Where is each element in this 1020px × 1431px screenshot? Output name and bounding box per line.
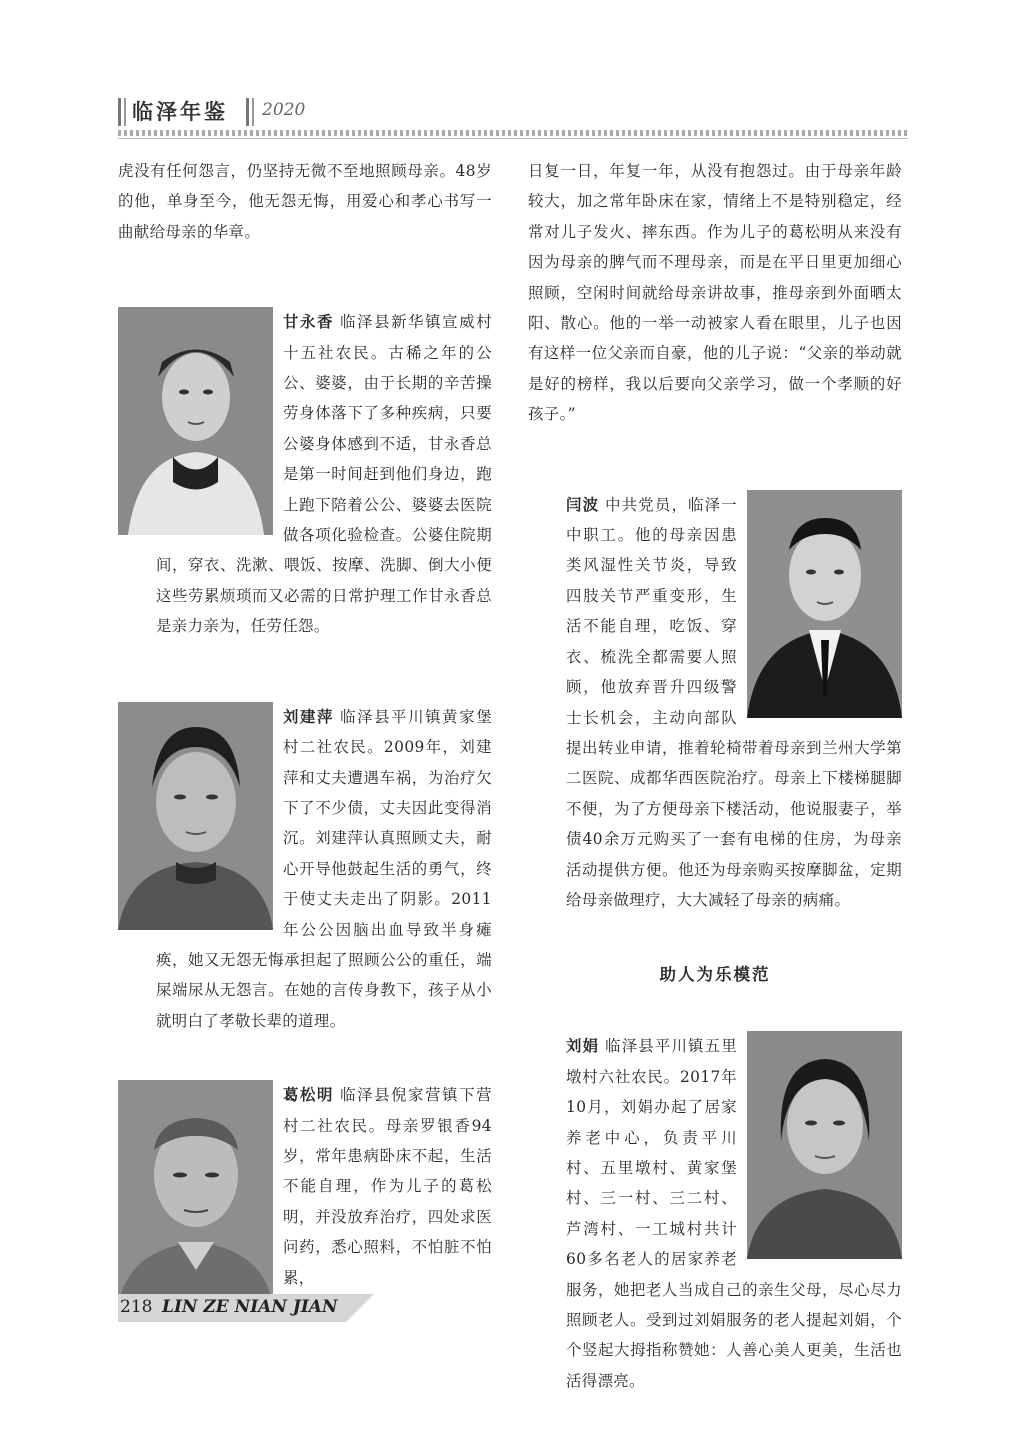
portrait-photo-ge-songming [118,1080,273,1308]
profile-text: 临泽县新华镇宣威村十五社农民。古稀之年的公公、婆婆，由于长期的辛苦操劳身体落下了多种疾病，只要公婆身体感到不适，甘永香总是第一时间赶到他们身边，跑上跑下陪着公公、婆婆去医院做各项化验检查。公婆住院期间，穿衣、洗漱、喂饭、按摩、洗脚、倒大小便这些劳累烦琐而又必需的日常护理工作甘永香总是亲力亲为，任劳任怨。 [156,313,492,636]
profile-name: 刘建萍 [283,707,335,726]
yearbook-year: 2020 [262,100,306,120]
running-header [118,94,908,138]
header-rule-bar [118,98,121,126]
header-divider [118,138,908,139]
continuation-paragraph: 日复一日，年复一年，从没有抱怨过。由于母亲年龄较大，加之常年卧床在家，情绪上不是特别稳定，经常对儿子发火、摔东西。作为儿子的葛松明从来没有因为母亲的脾气而不理母亲，而是在平日里更加细心照顾，空闲时间就给母亲讲故事，推母亲到外面晒太阳、散心。他的一举一动被家人看在眼里，儿子也因有这样一位父亲而自豪，他的儿子说：“父亲的举动就是好的榜样，我以后要向父亲学习，做一个孝顺的好孩子。” [528,162,902,424]
profile-gan-yongxiang [118,307,492,641]
intro-paragraph: 虎没有任何怨言，仍坚持无微不至地照顾母亲。48岁的他，单身至今，他无怨无悔，用爱心和孝心书写一曲献给母亲的华章。 [118,162,492,241]
profile-ge-songming [118,1080,492,1293]
profile-text: 中共党员，临泽一中职工。他的母亲因患类风湿性关节炎，导致四肢关节严重变形，生活不能自理，吃饭、穿衣、梳洗全都需要人照顾，他放弃晋升四级警士长机会，主动向部队提出转业申请，推着轮椅带着母亲到兰州大学第二医院、成都华西医院治疗。母亲上下楼梯腿脚不便，为了方便母亲下楼活动，他说服妻子，举债40余万元购买了一套有电梯的住房，为母亲活动提供方便。他还为母亲购买按摩脚盆，定期给母亲做理疗，大大减轻了母亲的病痛。 [566,495,902,909]
profile-name: 闫波 [566,495,600,514]
page-footer [118,1294,373,1322]
profile-text: 临泽县平川镇黄家堡村二社农民。2009年，刘建萍和丈夫遭遇车祸，为治疗欠下了不少债，丈夫因此变得消沉。刘建萍认真照顾丈夫，耐心开导他鼓起生活的勇气，终于使丈夫走出了阴影。2011年公公因脑出血导致半身瘫痪，她又无怨无悔承担起了照顾公公的重任，端屎端尿从无怨言。在她的言传身教下，孩子从小就明白了孝敬长辈的道理。 [156,707,492,1030]
page-number: 218 [120,1297,153,1317]
header-decorative-border [118,130,908,136]
section-heading: 助人为乐模范 [659,965,771,985]
profile-name: 甘永香 [283,313,335,332]
running-footer-title: LIN ZE NIAN JIAN [162,1297,338,1317]
portrait-photo-yan-bo [747,490,902,718]
profile-name: 葛松明 [283,1086,335,1105]
portrait-photo-liu-juan [747,1031,902,1259]
profile-name: 刘娟 [566,1037,600,1056]
profile-liu-juan [528,1031,902,1396]
person-portrait-icon [118,702,273,930]
portrait-photo-gan-yongxiang [118,307,273,535]
left-column [118,156,492,1310]
portrait-photo-liu-jianping [118,702,273,930]
profile-yan-bo [528,490,902,916]
person-portrait-icon [118,307,273,535]
profile-liu-jianping [118,702,492,1036]
header-rule-bar [124,98,126,126]
right-column [528,156,902,1396]
yearbook-title: 临泽年鉴 [132,100,228,124]
person-portrait-icon [747,490,902,718]
header-rule-bar [246,98,249,126]
footer-band-edge [346,1294,374,1322]
profile-text: 临泽县倪家营镇下营村二社农民。母亲罗银香94岁，常年患病卧床不起，生活不能自理，作为儿子的葛松明，并没放弃治疗，四处求医问药，悉心照料，不怕脏不怕累， [283,1086,492,1287]
header-rule-bar [252,98,254,126]
person-portrait-icon [118,1080,273,1308]
person-portrait-icon [747,1031,902,1259]
profile-text: 临泽县平川镇五里墩村六社农民。2017年10月，刘娟办起了居家养老中心，负责平川村、五里墩村、黄家堡村、三一村、三二村、芦湾村、一工城村共计60多名老人的居家养老服务，她把老人当成自己的亲生父母，尽心尽力照顾老人。受到过刘娟服务的老人提起刘娟，个个竖起大拇指称赞她：人善心美人更美，生活也活得漂亮。 [566,1037,902,1390]
